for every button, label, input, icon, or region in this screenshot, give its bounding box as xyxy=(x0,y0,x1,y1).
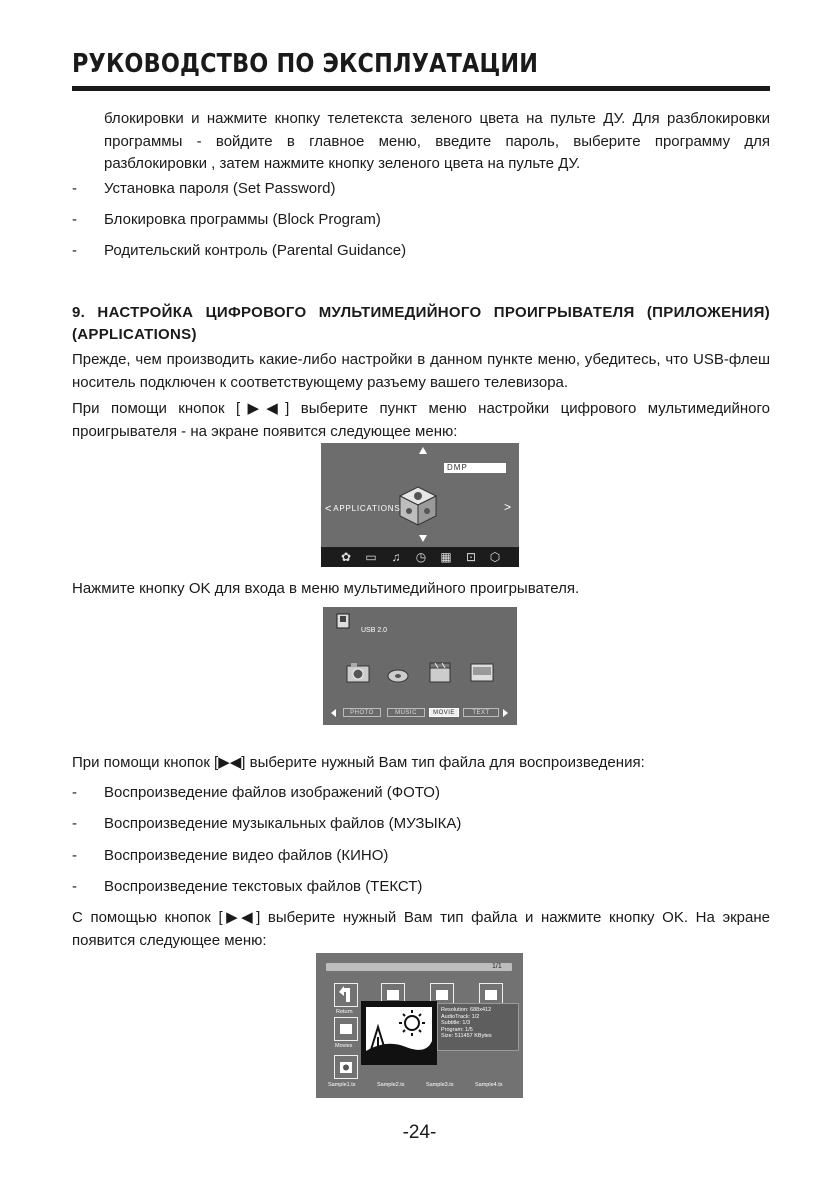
file-name: Sample2.ts xyxy=(377,1082,405,1088)
gear-icon: ✿ xyxy=(340,550,352,564)
file-tile[interactable] xyxy=(334,1055,358,1079)
file-name: Sample4.ts xyxy=(475,1082,503,1088)
bullet-dash: - xyxy=(72,815,77,832)
page-number: -24- xyxy=(402,1122,437,1143)
info-size: Size: 511457 KBytes xyxy=(441,1033,492,1039)
music-disc-icon xyxy=(385,659,411,685)
return-arrow-icon xyxy=(335,984,357,1006)
dmp-selected-item: DMP xyxy=(444,463,506,473)
applications-menu-screenshot xyxy=(321,443,519,567)
applications-label xyxy=(325,503,400,515)
intro-paragraph: блокировки и нажмите кнопку телетекста зеленого цвета на пульте ДУ. Для разблокировки программы - войдите в главное меню, введите пароль, выберите программу для разблокировки , затем нажмите кнопку зеленого цвета на пульте ДУ. xyxy=(104,110,770,172)
tab-movie[interactable]: MOVIE xyxy=(429,708,459,717)
page-header-title: РУКОВОДСТВО ПО ЭКСПЛУАТАЦИИ xyxy=(72,49,539,79)
left-arrow-icon: < xyxy=(325,503,333,515)
bullet-text: Родительский контроль (Parental Guidance) xyxy=(104,242,407,259)
bullet-dash: - xyxy=(72,211,77,228)
section-title: 9. НАСТРОЙКА ЦИФРОВОГО МУЛЬТИМЕДИЙНОГО ПРОИГРЫВАТЕЛЯ (ПРИЛОЖЕНИЯ)(APPLICATIONS) xyxy=(72,304,770,343)
section-paragraph-3: Нажмите кнопку OK для входа в меню мультимедийного проигрывателя. xyxy=(72,580,580,597)
section-paragraph-2: При помощи кнопок [▶◀] выберите пункт меню настройки цифрового мультимедийного проигрывателя - на экране появится следующее меню: xyxy=(72,400,770,440)
movie-clapper-icon xyxy=(427,659,453,685)
movie-browser-screenshot xyxy=(316,953,523,1098)
film-reel-icon xyxy=(335,1056,357,1078)
tab-photo[interactable]: PHOTO xyxy=(343,708,381,717)
bullet-text: Блокировка программы (Block Program) xyxy=(104,211,381,228)
photo-camera-icon xyxy=(345,659,371,685)
info-audio-track: AudioTrack: 1/2 xyxy=(441,1013,480,1020)
header-rule xyxy=(72,86,770,91)
icon-bar xyxy=(321,547,519,567)
bullet-dash: - xyxy=(72,180,77,197)
bullet-dash: - xyxy=(72,878,77,895)
dmp-menu-screenshot xyxy=(323,607,517,725)
info-subtitle: Subtitle: 1/3 xyxy=(441,1020,471,1026)
tab-left-arrow-icon[interactable] xyxy=(331,709,336,717)
cube-outline-icon: ⬡ xyxy=(489,550,501,564)
return-button[interactable] xyxy=(334,983,358,1007)
tab-right-arrow-icon[interactable] xyxy=(503,709,508,717)
monitor-icon: ▭ xyxy=(365,550,377,564)
folder-icon xyxy=(387,990,399,1000)
usb-drive-icon xyxy=(335,613,351,629)
movies-folder-label: Movies xyxy=(335,1043,353,1049)
lock-icon: ⊡ xyxy=(465,550,477,564)
section-paragraph-1: Прежде, чем производить какие-либо настройки в данном пункте меню, убедитесь, что USB-флеш носитель подключен к соответствующему разъему вашего телевизора. xyxy=(72,351,770,391)
applications-text: APPLICATIONS xyxy=(333,504,401,513)
section-paragraph-5: С помощью кнопок [▶◀] выберите нужный Вам тип файла и нажмите кнопку OK. На экране появится следующее меню: xyxy=(72,909,770,949)
arrow-down-icon xyxy=(419,535,427,542)
music-note-icon: ♫ xyxy=(391,550,401,564)
section-paragraph-4: При помощи кнопок [▶◀] выберите нужный Вам тип файла для воспроизведения: xyxy=(72,754,645,771)
tab-text[interactable]: TEXT xyxy=(463,708,499,717)
landscape-image-icon xyxy=(366,1007,432,1059)
usb-device-label: USB 2.0 xyxy=(361,627,388,634)
file-name: Sample1.ts xyxy=(328,1082,356,1088)
file-type-tabs xyxy=(331,708,509,718)
bullet-dash: - xyxy=(72,242,77,259)
right-arrow-icon: > xyxy=(504,500,512,514)
tab-music[interactable]: MUSIC xyxy=(387,708,425,717)
info-program: Program: 1/5 xyxy=(441,1026,473,1033)
file-name: Sample3.ts xyxy=(426,1082,454,1088)
bullet-text: Воспроизведение видео файлов (КИНО) xyxy=(104,847,389,864)
bullet-text: Воспроизведение файлов изображений (ФОТО) xyxy=(104,784,440,801)
bullet-dash: - xyxy=(72,847,77,864)
page-progress-bar xyxy=(326,963,512,971)
cube-icon xyxy=(397,485,439,527)
bullet-text: Воспроизведение музыкальных файлов (МУЗЫКА) xyxy=(104,815,462,832)
bullet-dash: - xyxy=(72,784,77,801)
bullet-text: Установка пароля (Set Password) xyxy=(104,180,336,197)
page-indicator: 1/1 xyxy=(492,963,502,970)
folder-icon xyxy=(485,990,497,1000)
folder-icon xyxy=(340,1024,352,1034)
arrow-up-icon xyxy=(419,447,427,454)
folder-icon xyxy=(436,990,448,1000)
movies-folder[interactable] xyxy=(334,1017,358,1041)
return-label: Return xyxy=(336,1009,353,1015)
text-document-icon xyxy=(469,659,495,685)
file-tile[interactable] xyxy=(479,1055,503,1079)
file-info-panel xyxy=(437,1003,519,1051)
clock-icon: ◷ xyxy=(415,550,427,564)
grid-icon: ▦ xyxy=(440,550,452,564)
info-resolution: Resolution: 688x412 xyxy=(441,1007,492,1013)
bullet-text: Воспроизведение текстовых файлов (ТЕКСТ) xyxy=(104,878,423,895)
